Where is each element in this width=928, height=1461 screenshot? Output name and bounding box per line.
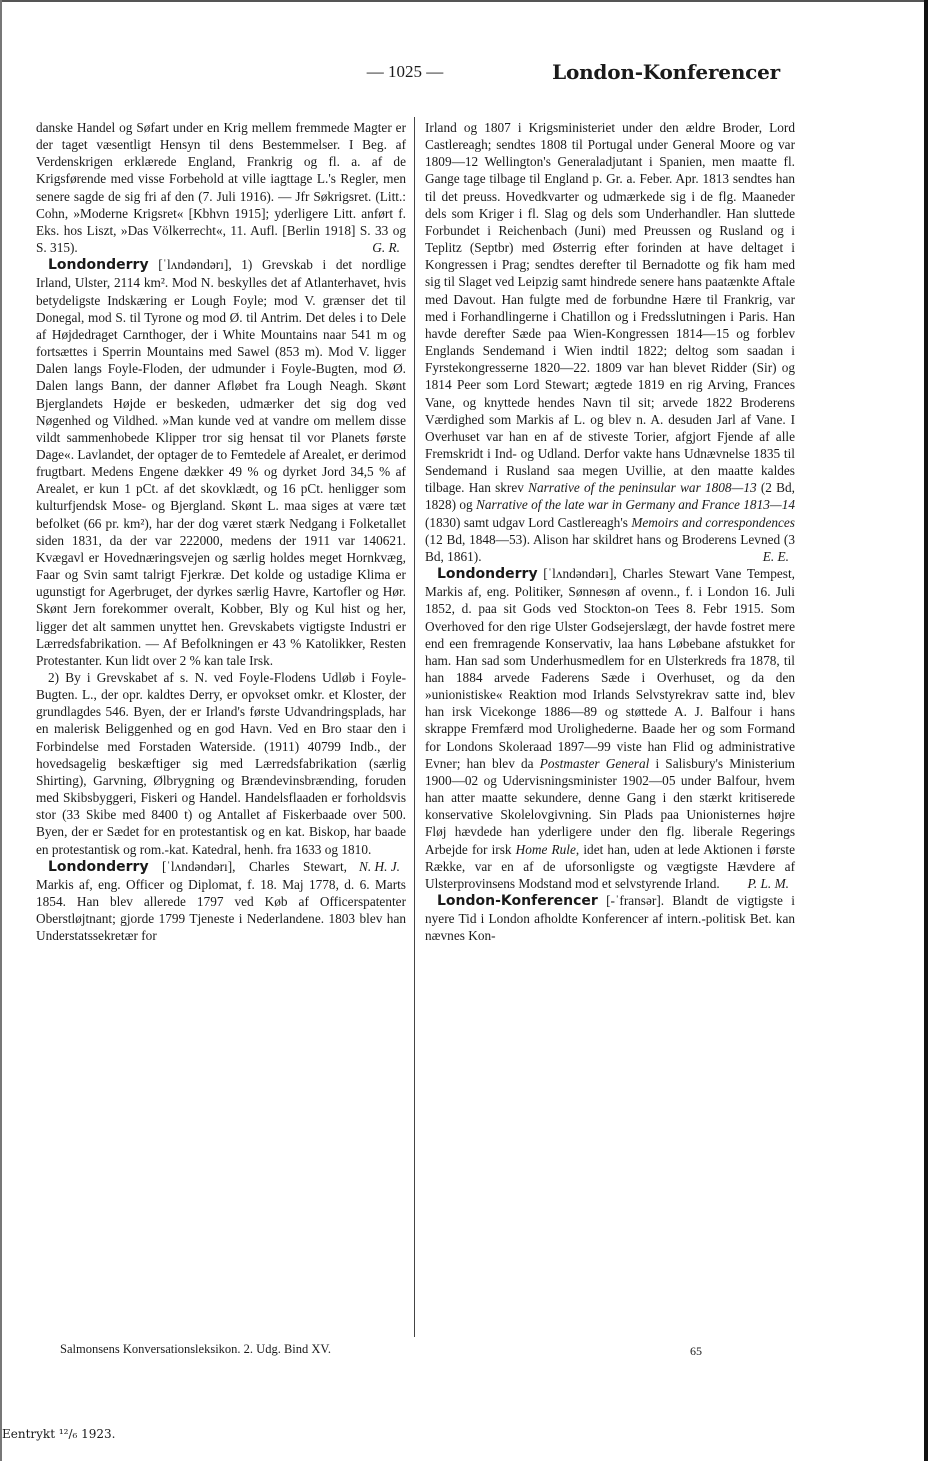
entry-headword: Londonderry: [48, 257, 149, 274]
left-column: [36, 119, 406, 945]
entry-headword: Londonderry: [48, 858, 149, 875]
footer-sheet-number: 65: [690, 1344, 702, 1358]
footer-source: Salmonsens Konversationsleksikon. 2. Udg. Bind XV.: [60, 1342, 331, 1356]
scan-edge-right: [924, 0, 928, 1461]
entry-londonderry-county: Londonderry [ˈlʌndəndərı], 1) Grevskab i det nordlige Irland, Ulster, 2114 km². Mod N. beskylles det af Atlanterhavet, hvis betydeligste Indskæring er Lough Foyle; mod V. grænser det til Donegal, mod S. til Tyrone og mod Ø. til Antrim. Det deles i to Dele af Højdedraget Carnthoger, der i White Mountains naar 541 m og fortsættes i Sperrin Mountains med Sawel (853 m). Mod V. ligger Dalen langs Foyle-Floden, der udmunder i Foyle-Bugten, mod Ø. Dalen langs Bann, der danner Afløbet fra Lough Neagh. Skønt Bjerglandets Højde er beskeden, udmærker det sig dog ved Nøgenhed og Vildhed. »Man kunde ved at vandre om mellem disse vildt sammenhobede Klipper tror sig hensat til vor Planets første Dage«. Lavlandet, der optager de to Femtedele af Arealet, er derimod frugtbart. Medens Engene dækker 49 % og dyrket Jord 34,5 % af Arealet, er kun 1 pCt. af det skovklædt, og 16 pCt. henligger som kulturfjendsk Mose- og Bjergland. Skønt L. maa siges at være tæt befolket (66 pr. km²), har der dog været stærk Nedgang i Folketallet siden 1831, da der var 222000, medens der 1911 var 140621. Kvægavl er Hovednæringsvejen og særlig holdes meget Hornkvæg, Faar og Svin samt talrigt Fjerkræ. Det kolde og ustadige Klima er ugunstigt for Agerbruget, der dyrkes særlig Havre, Kartofler og Hør. Skønt Jern forekommer overalt, Kobber, Bly og Kul hist og her, ligger det alt sammen unyttet hen. Grevskabets vigtigste Industri er Lærredsfabrikation. — Af Befolkningen er 43 % Katolikker, Resten Protestanter. Kun lidt over 2 % kan tale Irsk.: [36, 257, 406, 668]
right-column: [425, 119, 795, 945]
entry-londonderry-vane-tempest: Londonderry [ˈlʌndəndərı], Charles Stewart Vane Tempest, Markis af, eng. Politiker, Sønnesøn af ovenn., f. i London 16. Juli 1852, d. paa sit Gods ved Stockton-on Tees 8. Febr 1915. Som Overhoved for den rige Ulster Godsejerslægt, der havde fostret mere end een fremragende Konservativ, laa hans Løbebane afstukket for ham. Han sad som Underhusmedlem for en Ulsterkreds fra 1878, til han 1884 arvede Faderens Sæde i Overhuset, og da den »unionistiske« Reaktion mod Irlands Selvstyrekrav satte ind, blev han irsk Vicekonge 1886—89 og støttede A. J. Balfour i hans skrappe Fremfærd mod Urolighederne. Baade her og som Formand for Londons Skoleraad 1897—99 viste han Flid og administrative Evner; han blev da Postmaster General i Salisbury's Ministerium 1900—02 og Udervisningsminister 1902—05 under Balfour, hvem han atter maatte sekundere, denne Gang i den stærkt kritiserede konservative Skolelovgivning. Sin Plads paa Unionisternes højre Fløj hævdede han yderligere under den flg. liberale Regerings Arbejde for irsk Home Rule, idet han, uden at lede Aktionen i første Række, var en af de uforsonligste og vægtigste Hævdere af Ulsterprovinsens Modstand mod et selvstyrende Irland. P. L. M.: [425, 566, 796, 891]
entry-headword: London-Konferencer: [437, 893, 598, 910]
running-head: London-Konferencer: [552, 60, 780, 84]
entry-londonderry-city: 2) By i Grevskabet af s. N. ved Foyle-Flodens Udløb i Foyle-Bugten. L., der opr. kaldtes Derry, er opvokset omkr. et Kloster, der grundlagdes 546. Byen, der er Irland's første Udvandringsplads, har en malerisk Beliggenhed og en god Havn. Ved en Bro staar den i Forbindelse med Forstaden Waterside. (1911) 40799 Indb., der hovedsagelig beskæftiger sig med Lærredsfabrikation (særlig Shirting), Garvning, Ølbrygning og Brændevinsbrænding, foruden med Skibsbyggeri, Fiskeri og Handel. Handelsflaaden er forholdsvis stor (33 Skibe med 8400 t) og Antallet af Fiskerbaade over 500. Byen, der er Sædet for en protestantisk og en kat. Biskop, har baade en protestantisk og rom.-kat. Katedral, henh. fra 1633 og 1810. N. H. J.: [36, 670, 406, 874]
entry-headword: Londonderry: [437, 566, 538, 583]
paragraph-continued: danske Handel og Søfart under en Krig mellem fremmede Magter er der taget væsentligt Hensyn til dens Bestemmelser. I Beg. af Verdenskrigen erklærede England, Frankrig og fl. a. af de Krigsførende med visse Forbehold at ville iagttage L.'s Regler, men senere sagde de sig fri af den (7. Juli 1916). — Jfr Søkrigsret. (Litt.: Cohn, »Moderne Krigsret« [Kbhvn 1915]; yderligere Litt. anført f. Eks. hos Liszt, »Das Völkerrecht«, 11. Aufl. [Berlin 1918] S. 33 og S. 315). G. R.: [36, 120, 406, 256]
scan-edge-top: [0, 0, 928, 2]
entry-london-konferencer: London-Konferencer [-ˈfransər]. Blandt de vigtigste i nyere Tid i London afholdte Konferencer af intern.-politisk Bet. kan nævnes Kon-: [425, 893, 795, 944]
entry-londonderry-charles-stewart: Londonderry [ˈlʌndəndərı], Charles Stewart, Markis af, eng. Officer og Diplomat, f. 18. Maj 1778, d. 6. Marts 1854. Han blev allerede 1797 ved Køb af Officerspatenter Oberstløjtnant; gjorde 1799 Tjeneste i Nederlandene. 1803 blev han Understatssekretær for: [36, 858, 406, 944]
paragraph-continued: Irland og 1807 i Krigsministeriet under den ældre Broder, Lord Castlereagh; sendtes 1808 til Portugal under General Moore og var 1809—12 Wellington's Generaladjutant i Spanien, men maatte fl. Gange tage tilbage til England p. Gr. a. Feber. Apr. 1813 sendtes han til det preuss. Hovedkvarter og udmærkede sig i de flg. Maaneder dels som Kriger i fl. Slag og dels som Underhandler. Han sluttede Forbundet i Reichenbach (Juni) med Preussen og Rusland og i Teplitz (Septbr) med Østerrig efter forinden at have deltaget i Kongressen i Prag; sendtes derefter til Bernadotte og fik ham med sig til Slaget ved Leipzig samt hindrede senere hans paatænkte Aftale med Davout. Han fulgte med de forbundne Hære til Frankrig, var med i Forhandlingerne i Chatillon og i Fredsslutningen i Paris. Han havde derefter Sæde paa Wien-Kongressen 1814—15 og forblev Englands Sendemand i Wien indtil 1822; deltog som saadan i Fyrstekongresserne 1820—22. 1809 var han blevet Ridder (Sir) og 1814 Peer som Lord Stewart; ægtede 1819 en rig Arving, Frances Vane, og knyttede hendes Navn til sit; arvede 1822 Broderens Værdighed som Markis af L. og blev n. A. desuden Jarl af Vane. I Overhuset var han en af de stiveste Torier, afgjort Fjende af alle Fremskridt i Ind- og Udland. Derfor vakte hans Udnævnelse 1835 til Sendemand i Rusland saa megen Uvillie, at den maatte kaldes tilbage. Han skrev Narrative of the peninsular war 1808—13 (2 Bd, 1828) og Narrative of the late war in Germany and France 1813—14 (1830) samt udgav Lord Castlereagh's Memoirs and correspondences (12 Bd, 1848—53). Alison har skildret hans og Broderens Levned (3 Bd, 1861). E. E.: [425, 120, 795, 564]
author-signature: G. R.: [372, 240, 400, 256]
author-signature: P. L. M.: [747, 875, 789, 891]
scan-edge-left: [0, 0, 2, 1461]
author-signature: E. E.: [762, 548, 789, 564]
reprint-note: Eentrykt ¹²/₆ 1923.: [2, 1427, 116, 1441]
page-number: — 1025 —: [366, 62, 444, 81]
author-signature: N. H. J.: [359, 858, 400, 874]
column-divider: [414, 117, 415, 1337]
